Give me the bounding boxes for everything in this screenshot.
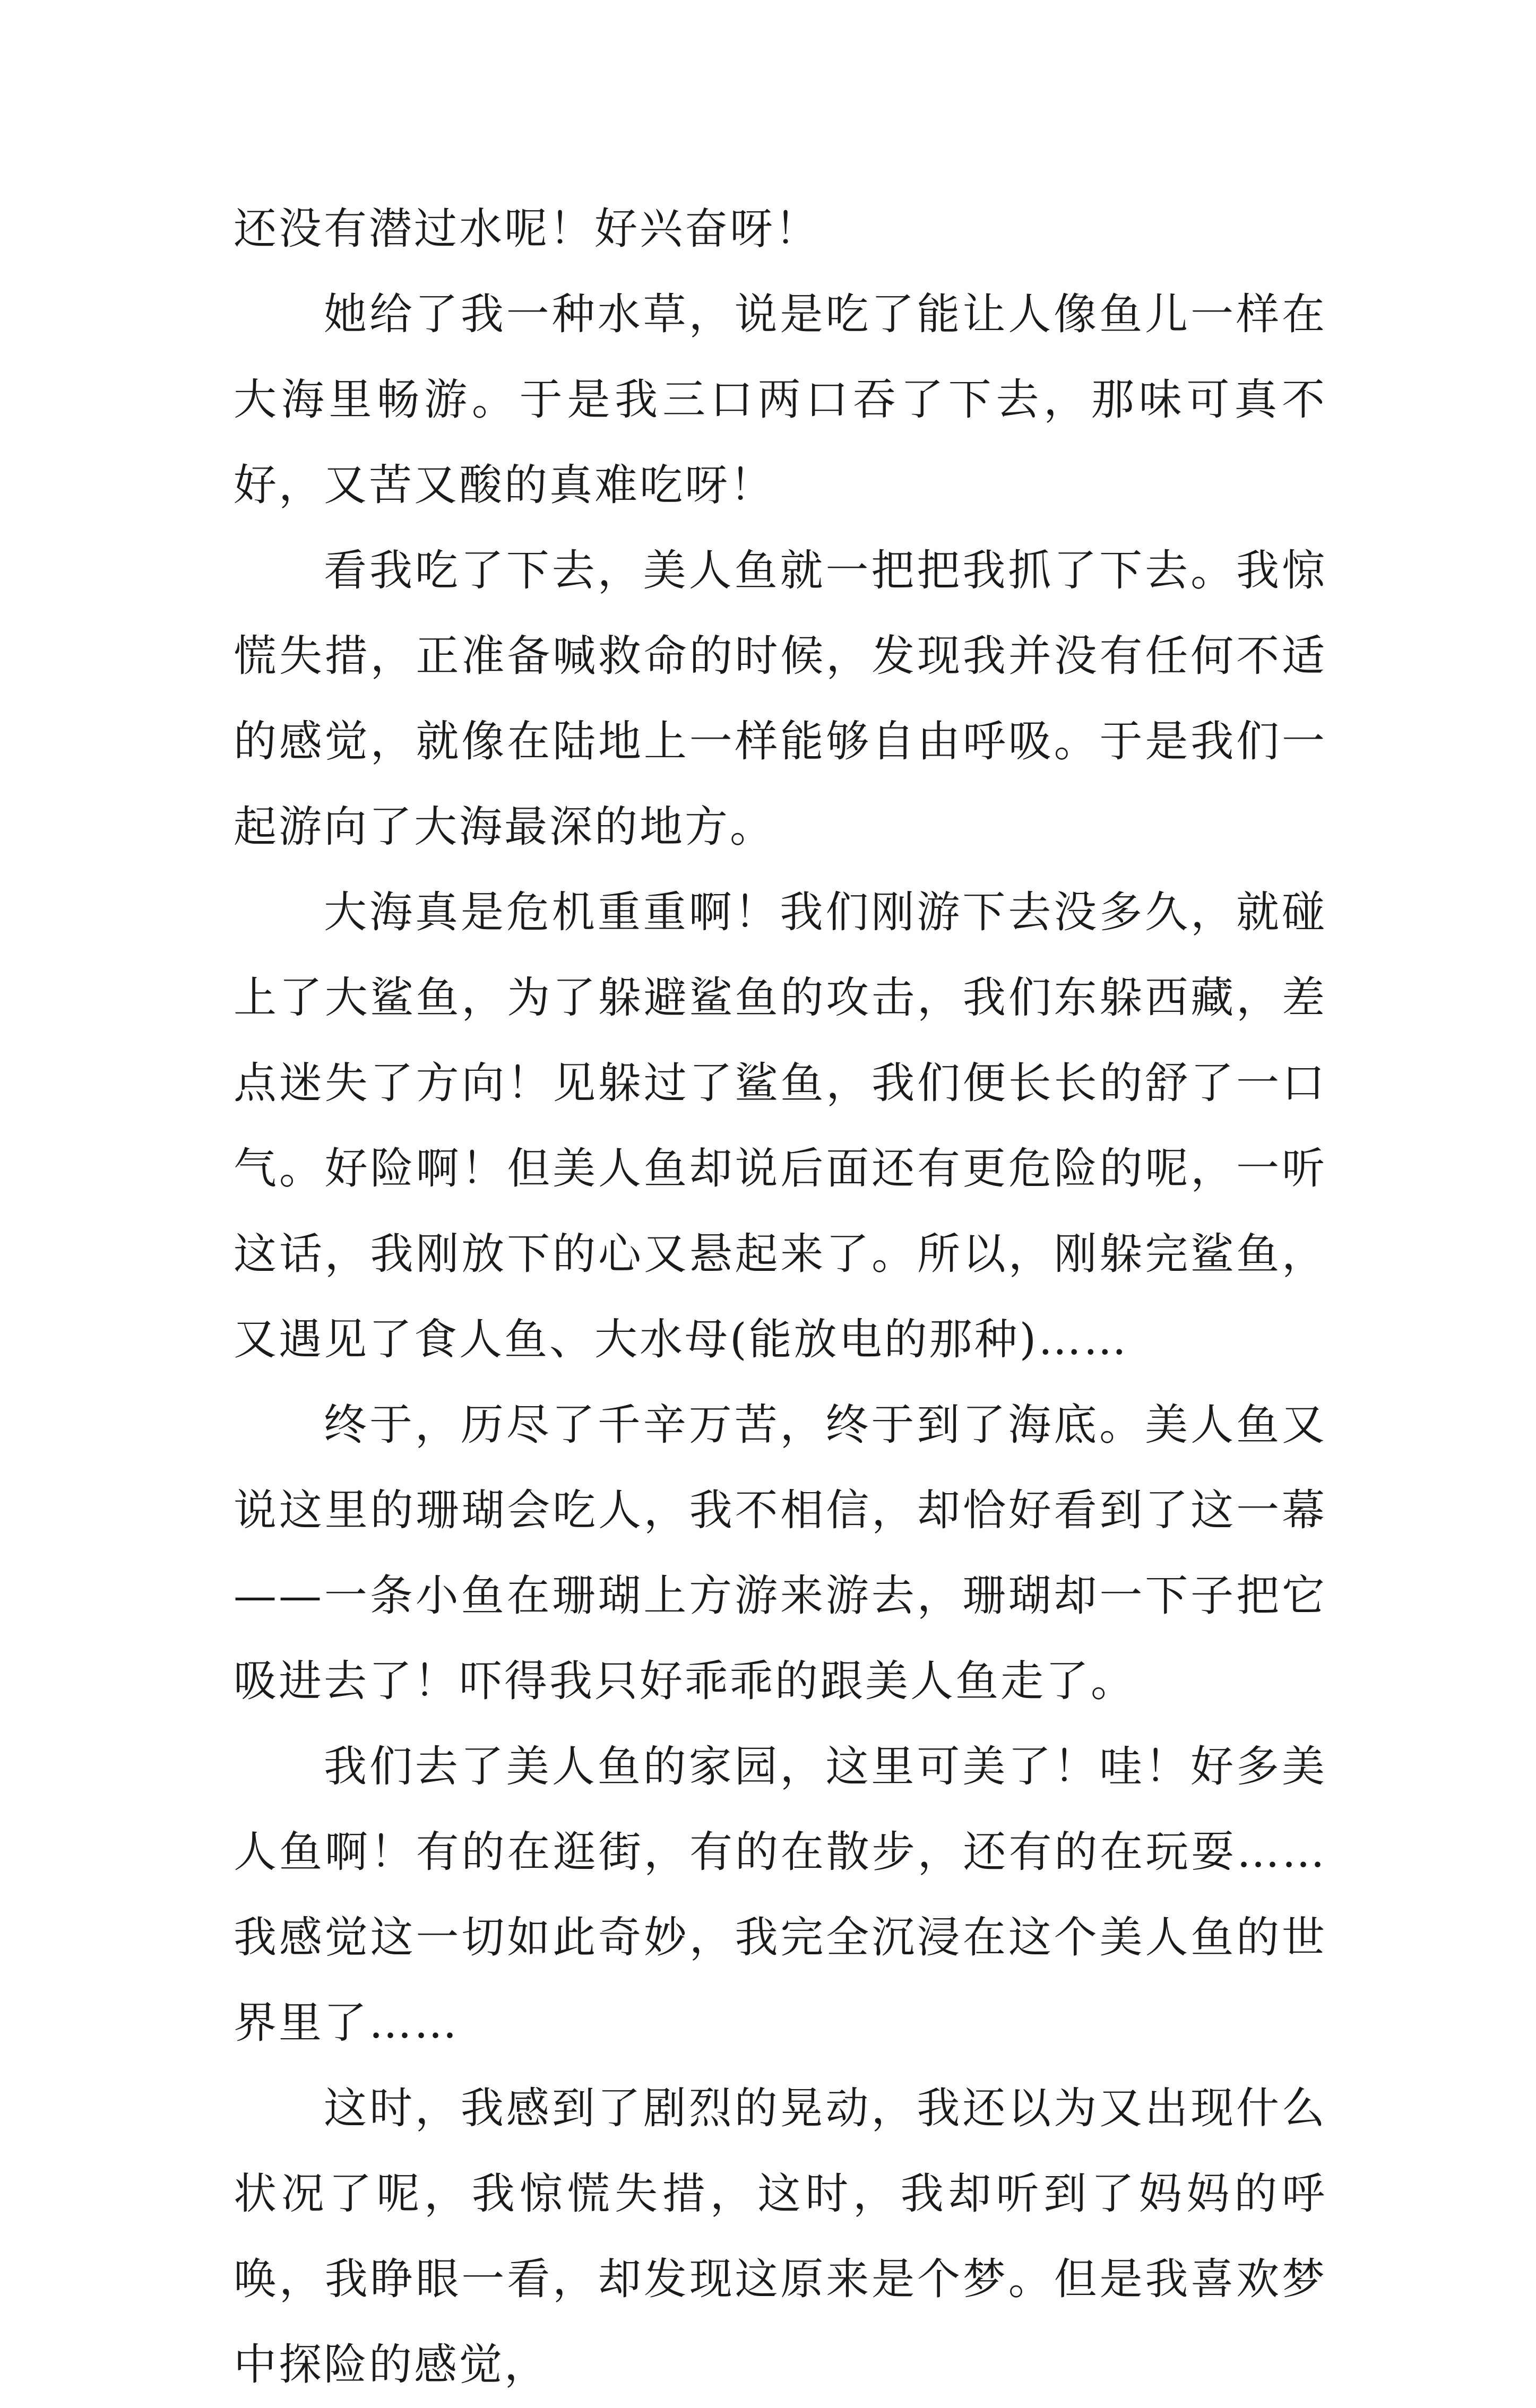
- paragraph-6: 我们去了美人鱼的家园，这里可美了！哇！好多美人鱼啊！有的在逛街，有的在散步，还有的在玩耍……我感觉这一切如此奇妙，我完全沉浸在这个美人鱼的世界里了……: [234, 1742, 1327, 2048]
- paragraph-2: 她给了我一种水草，说是吃了能让人像鱼儿一样在大海里畅游。于是我三口两口吞了下去，那味可真不好，又苦又酸的真难吃呀！: [234, 290, 1327, 510]
- paragraph-5: 终于，历尽了千辛万苦，终于到了海底。美人鱼又说这里的珊瑚会吃人，我不相信，却恰好看到了这一幕——一条小鱼在珊瑚上方游来游去，珊瑚却一下子把它吸进去了！吓得我只好乖乖的跟美人鱼走了。: [234, 1400, 1327, 1707]
- paragraph-4: 大海真是危机重重啊！我们刚游下去没多久，就碰上了大鲨鱼，为了躲避鲨鱼的攻击，我们东躲西藏，差点迷失了方向！见躲过了鲨鱼，我们便长长的舒了一口气。好险啊！但美人鱼却说后面还有更危险的呢，一听这话，我刚放下的心又悬起来了。所以，刚躲完鲨鱼，又遇见了食人鱼、大水母(能放电的那种)……: [234, 888, 1327, 1365]
- paragraph-1: 还没有潜过水呢！好兴奋呀！: [234, 204, 821, 254]
- article-body: [234, 187, 1327, 2408]
- paragraph-3: 看我吃了下去，美人鱼就一把把我抓了下去。我惊慌失措，正准备喊救命的时候，发现我并没有任何不适的感觉，就像在陆地上一样能够自由呼吸。于是我们一起游向了大海最深的地方。: [234, 546, 1327, 852]
- paragraph-7: 这时，我感到了剧烈的晃动，我还以为又出现什么状况了呢，我惊慌失措，这时，我却听到了妈妈的呼唤，我睁眼一看，却发现这原来是个梦。但是我喜欢梦中探险的感觉，: [234, 2084, 1327, 2390]
